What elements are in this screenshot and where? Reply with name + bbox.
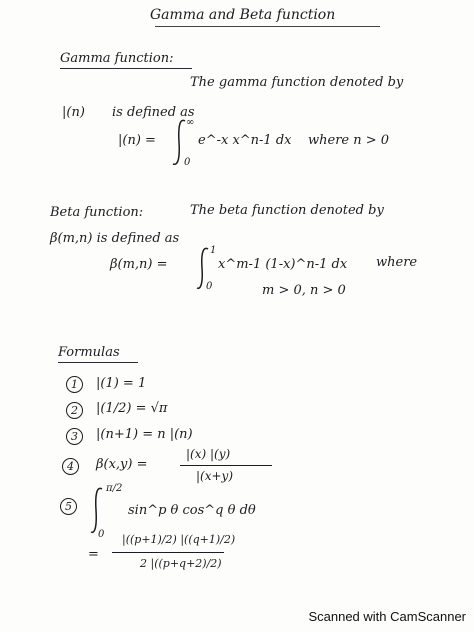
- gamma-def-where: where n > 0: [308, 133, 390, 148]
- formula-1-expr: |(1) = 1: [96, 376, 147, 391]
- formula-5-integrand: sin^p θ cos^q θ dθ: [128, 503, 256, 518]
- beta-def-integrand: x^m-1 (1-x)^n-1 dx: [218, 257, 348, 272]
- formula-2-expr: |(1/2) = √π: [96, 401, 168, 416]
- formula-5-lower: 0: [98, 529, 105, 540]
- formula-5-upper: π/2: [106, 483, 123, 494]
- gamma-def-lhs: |(n) =: [118, 133, 156, 148]
- formulas-heading: Formulas: [58, 345, 120, 360]
- page-title: Gamma and Beta function: [150, 7, 336, 23]
- formula-4-lhs: β(x,y) =: [96, 457, 148, 472]
- beta-intro-line1: The beta function denoted by: [190, 203, 384, 218]
- gamma-intro-line1: The gamma function denoted by: [190, 75, 404, 90]
- camscanner-watermark: Scanned with CamScanner: [308, 609, 466, 624]
- formula-1-number: 1: [66, 376, 83, 393]
- gamma-def-upper: ∞: [186, 117, 195, 128]
- beta-def-cond: m > 0, n > 0: [262, 283, 346, 298]
- beta-def-lower: 0: [206, 281, 213, 292]
- gamma-heading-underline: [60, 68, 192, 69]
- formula-5-number: 5: [60, 498, 77, 515]
- gamma-heading: Gamma function:: [60, 51, 174, 66]
- beta-def-upper: 1: [210, 245, 217, 256]
- beta-def-lhs: β(m,n) =: [110, 257, 168, 272]
- formula-4-fraction-bar: [180, 465, 272, 466]
- formulas-heading-underline: [58, 362, 138, 363]
- formula-3-expr: |(n+1) = n |(n): [96, 427, 193, 442]
- formula-4-number: 4: [62, 458, 79, 475]
- gamma-intro-symbol: |(n): [62, 105, 85, 120]
- title-underline: [155, 26, 380, 27]
- formula-3-number: 3: [66, 428, 83, 445]
- beta-intro-line2: β(m,n) is defined as: [50, 231, 180, 246]
- formula-5-numerator: |((p+1)/2) |((q+1)/2): [122, 533, 236, 546]
- formula-2-number: 2: [66, 402, 83, 419]
- gamma-def-lower: 0: [184, 157, 191, 168]
- formula-4-numerator: |(x) |(y): [186, 447, 231, 461]
- gamma-intro-line2: is defined as: [112, 105, 195, 120]
- beta-def-where: where: [376, 255, 418, 270]
- gamma-def-integrand: e^-x x^n-1 dx: [198, 133, 292, 148]
- formula-4-denominator: |(x+y): [196, 469, 234, 483]
- formula-5-fraction-bar: [112, 552, 224, 553]
- formula-5-denominator: 2 |((p+q+2)/2): [140, 557, 222, 570]
- beta-heading: Beta function:: [50, 205, 144, 220]
- formula-5-equals: =: [88, 547, 99, 562]
